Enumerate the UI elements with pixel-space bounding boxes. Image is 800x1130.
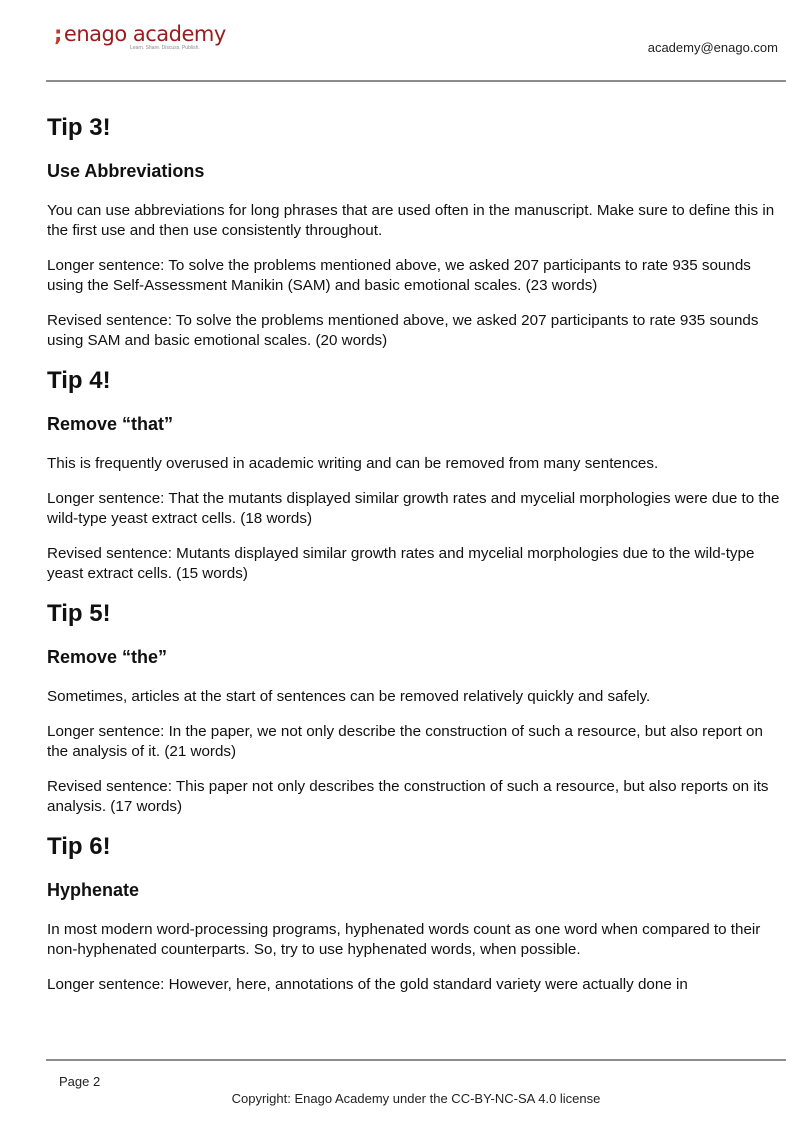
tip-paragraph: Longer sentence: To solve the problems mentioned above, we asked 207 participants to rate 935 sounds using the Self-Assessment Manikin (SAM) and basic emotional scales. (23 words)	[47, 257, 751, 294]
tip-paragraph: Longer sentence: However, here, annotations of the gold standard variety were actually done in	[47, 976, 688, 993]
tip-subtitle: Remove “that”	[47, 414, 174, 434]
tip-section	[47, 113, 785, 351]
logo-wordmark	[54, 22, 226, 46]
footer-divider	[46, 1059, 786, 1061]
page-content	[47, 113, 785, 1003]
tip-title: Tip 6!	[47, 833, 111, 860]
logo-tagline: Learn. Share. Discuss. Publish.	[130, 45, 200, 51]
header-divider	[46, 80, 786, 82]
tip-paragraph: Sometimes, articles at the start of sentences can be removed relatively quickly and safely.	[47, 688, 651, 705]
page-number: Page 2	[59, 1074, 101, 1089]
copyright-notice: Copyright: Enago Academy under the CC-BY-NC-SA 4.0 license	[231, 1091, 601, 1106]
tip-subtitle: Hyphenate	[47, 880, 140, 900]
logo-mark-icon: ;	[54, 22, 62, 46]
tip-title: Tip 4!	[47, 367, 111, 394]
tip-paragraph: Revised sentence: Mutants displayed similar growth rates and mycelial morphologies due to the wild-type yeast extract cells. (15 words)	[47, 545, 755, 582]
tip-section	[47, 832, 785, 995]
tip-paragraph: Longer sentence: In the paper, we not only describe the construction of such a resource, but also report on the analysis of it. (21 words)	[47, 723, 763, 760]
tip-subtitle: Use Abbreviations	[47, 161, 205, 181]
tip-paragraph: You can use abbreviations for long phrases that are used often in the manuscript. Make sure to define this in the first use and then use consistently throughout.	[47, 202, 775, 239]
contact-email[interactable]: academy@enago.com	[647, 40, 778, 55]
tip-section	[47, 366, 785, 584]
tip-title: Tip 5!	[47, 600, 111, 627]
tip-paragraph: Revised sentence: To solve the problems mentioned above, we asked 207 participants to rate 935 sounds using SAM and basic emotional scales. (20 words)	[47, 312, 759, 349]
tip-subtitle: Remove “the”	[47, 647, 168, 667]
tip-paragraph: Revised sentence: This paper not only describes the construction of such a resource, but also reports on its analysis. (17 words)	[47, 778, 769, 815]
enago-academy-logo[interactable]	[54, 22, 226, 52]
logo-text: enago academy	[63, 22, 226, 46]
tip-paragraph: This is frequently overused in academic writing and can be removed from many sentences.	[47, 455, 659, 472]
tip-paragraph: Longer sentence: That the mutants displayed similar growth rates and mycelial morphologies were due to the wild-type yeast extract cells. (18 words)	[47, 490, 780, 527]
page-header	[0, 0, 800, 82]
tip-title: Tip 3!	[47, 114, 111, 141]
tip-paragraph: In most modern word-processing programs, hyphenated words count as one word when compared to their non-hyphenated counterparts. So, try to use hyphenated words, when possible.	[47, 921, 761, 958]
tip-section	[47, 599, 785, 817]
